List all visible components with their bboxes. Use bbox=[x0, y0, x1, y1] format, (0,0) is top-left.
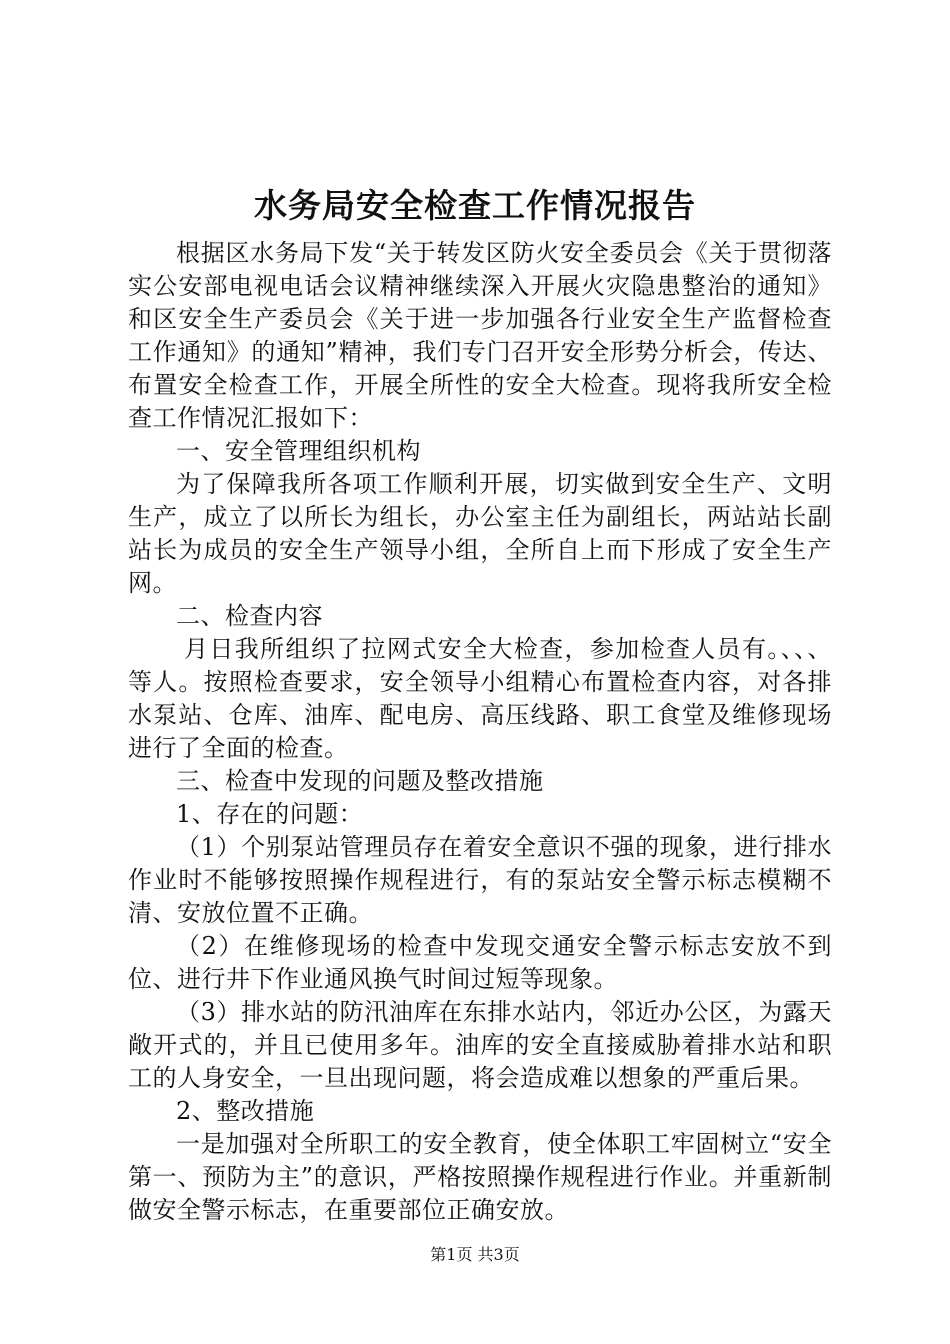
problem-item-3: （3）排水站的防汛油库在东排水站内，邻近办公区，为露天敞开式的，并且已使用多年。油库的安全直接威胁着排水站和职工的人身安全，一旦出现问题，将会造成难以想象的严重后果。 bbox=[128, 998, 832, 1092]
problem-item-2: （2）在维修现场的检查中发现交通安全警示标志安放不到位、进行井下作业通风换气时间过短等现象。 bbox=[128, 932, 832, 993]
document-title: 水务局安全检查工作情况报告 bbox=[254, 186, 696, 225]
page-number-footer: 第1页 共3页 bbox=[430, 1245, 520, 1264]
section-heading-inspection-content: 二、检查内容 bbox=[176, 602, 323, 630]
section-heading-problems: 三、检查中发现的问题及整改措施 bbox=[176, 767, 544, 795]
rectification-paragraph: 一是加强对全所职工的安全教育，使全体职工牢固树立“安全第一、预防为主”的意识，严格按照操作规程进行作业。并重新制做安全警示标志，在重要部位正确安放。 bbox=[128, 1130, 832, 1224]
section-heading-organization: 一、安全管理组织机构 bbox=[176, 437, 421, 465]
subheading-rectification: 2、整改措施 bbox=[176, 1097, 315, 1125]
inspection-content-paragraph: 月日我所组织了拉网式安全大检查，参加检查人员有。、、、等人。按照检查要求，安全领导小组精心布置检查内容，对各排水泵站、仓库、油库、配电房、高压线路、职工食堂及维修现场进行了全面的检查。 bbox=[128, 635, 832, 762]
organization-paragraph: 为了保障我所各项工作顺利开展，切实做到安全生产、文明生产，成立了以所长为组长，办公室主任为副组长，两站站长副站长为成员的安全生产领导小组，全所自上而下形成了安全生产网。 bbox=[128, 470, 832, 597]
intro-paragraph: 根据区水务局下发“关于转发区防火安全委员会《关于贯彻落实公安部电视电话会议精神继续深入开展火灾隐患整治的通知》和区安全生产委员会《关于进一步加强各行业安全生产监督检查工作通知》的通知”精神，我们专门召开安全形势分析会，传达、布置安全检查工作，开展全所性的安全大检查。现将我所安全检查工作情况汇报如下： bbox=[128, 239, 832, 432]
document-body bbox=[128, 237, 832, 1227]
subheading-existing-problems: 1、存在的问题： bbox=[176, 800, 364, 828]
problem-item-1: （1）个别泵站管理员存在着安全意识不强的现象，进行排水作业时不能够按照操作规程进行，有的泵站安全警示标志模糊不清、安放位置不正确。 bbox=[128, 833, 832, 927]
